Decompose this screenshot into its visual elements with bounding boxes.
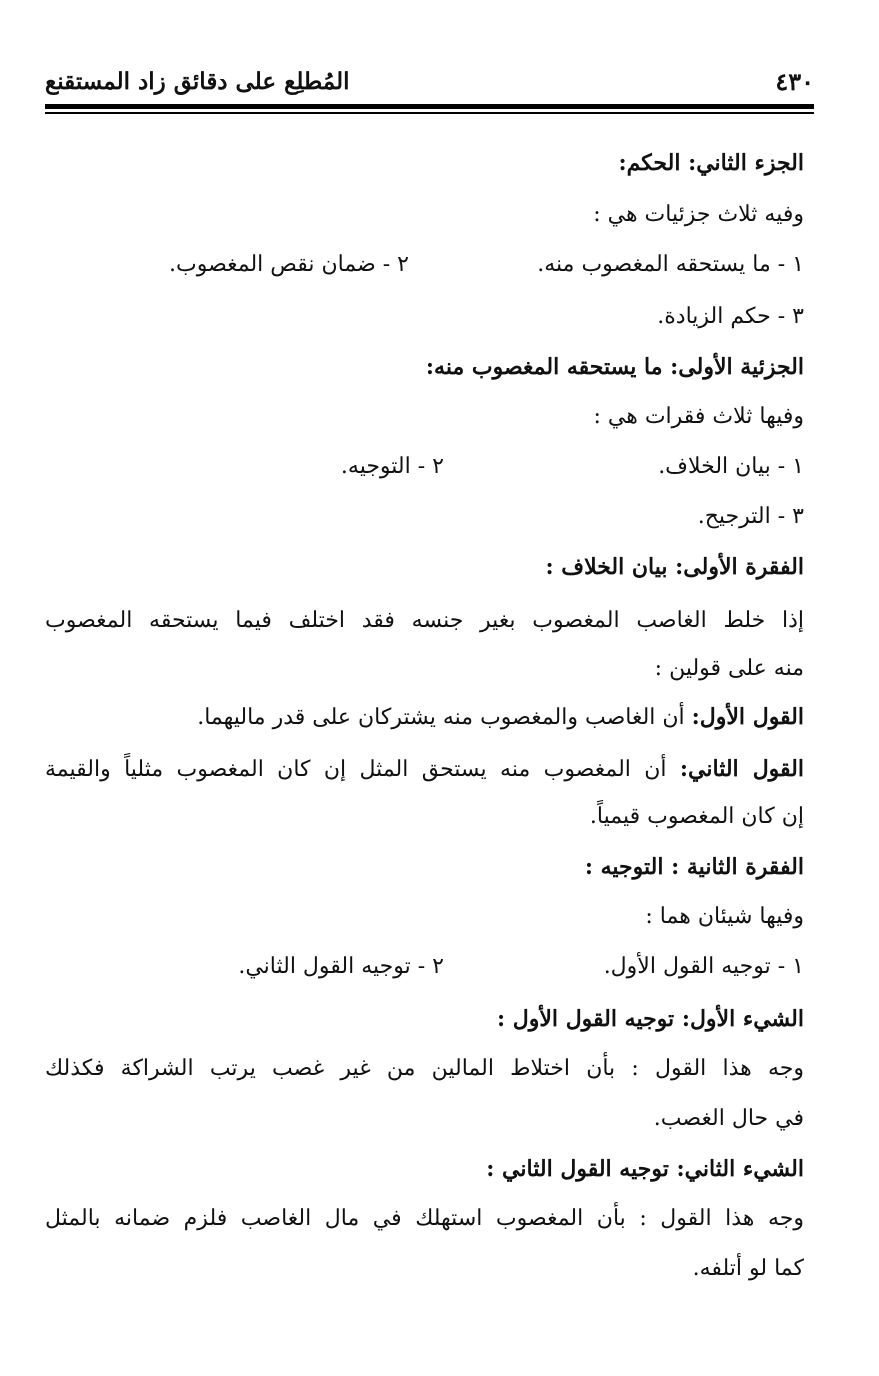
list2-item-1: ١ - بيان الخلاف. (658, 454, 804, 479)
opinion-1 (45, 700, 804, 734)
paragraph-1-line-1: إذا خلط الغاصب المغصوب بغير جنسه فقد اختلف فيما يستحقه المغصوب (45, 608, 804, 633)
opinion-2-label: القول الثاني: (679, 756, 804, 782)
thing-2-line-2: كما لو أتلفه. (692, 1256, 804, 1281)
heading-paragraph-1: الفقرة الأولى: بيان الخلاف : (545, 554, 804, 580)
intro-paragraph: وفيه ثلاث جزئيات هي : (593, 202, 804, 227)
header-rule-thick (45, 104, 814, 109)
heading-thing-1: الشيء الأول: توجيه القول الأول : (496, 1006, 804, 1032)
book-title: المُطلِع على دقائق زاد المستقنع (45, 67, 350, 95)
list2-row (45, 450, 804, 484)
list3-row (45, 950, 804, 984)
list2-item-3: ٣ - الترجيح. (697, 504, 804, 529)
thing-1-line-2: في حال الغصب. (653, 1106, 804, 1131)
list1-item-1: ١ - ما يستحقه المغصوب منه. (537, 252, 804, 277)
paragraph-2-intro: وفيها شيئان هما : (645, 904, 804, 929)
list1-row (45, 248, 804, 282)
running-header (45, 58, 814, 104)
page-number: ٤٣٠ (775, 66, 814, 96)
list3-item-1: ١ - توجيه القول الأول. (603, 954, 804, 979)
heading-paragraph-2: الفقرة الثانية : التوجيه : (584, 854, 804, 880)
list1-item-2: ٢ - ضمان نقص المغصوب. (169, 252, 409, 277)
thing-2-line-1: وجه هذا القول : بأن المغصوب استهلك في مال الغاصب فلزم ضمانه بالمثل (45, 1206, 804, 1231)
paragraph-1-line-2: منه على قولين : (654, 656, 804, 681)
list2-item-2: ٢ - التوجيه. (340, 454, 444, 479)
thing-1-line-1: وجه هذا القول : بأن اختلاط المالين من غير غصب يرتب الشراكة فكذلك (45, 1056, 804, 1081)
heading-subpart-1: الجزئية الأولى: ما يستحقه المغصوب منه: (425, 354, 804, 380)
list1-item-3: ٣ - حكم الزيادة. (657, 304, 804, 329)
opinion-1-text: أن الغاصب والمغصوب منه يشتركان على قدر ماليهما. (197, 705, 692, 730)
subpart1-intro: وفيها ثلاث فقرات هي : (593, 404, 804, 429)
heading-part-two: الجزء الثاني: الحكم: (618, 150, 804, 176)
list3-item-2: ٢ - توجيه القول الثاني. (238, 954, 444, 979)
header-rule-thin (45, 112, 814, 114)
opinion-2-text: أن المغصوب منه يستحق المثل إن كان المغصوب مثلياً والقيمة (45, 757, 680, 782)
heading-thing-2: الشيء الثاني: توجيه القول الثاني : (486, 1156, 804, 1182)
opinion-2-line-1 (45, 752, 804, 786)
opinion-2-line-2: إن كان المغصوب قيمياً. (589, 804, 804, 829)
opinion-1-label: القول الأول: (691, 704, 804, 730)
